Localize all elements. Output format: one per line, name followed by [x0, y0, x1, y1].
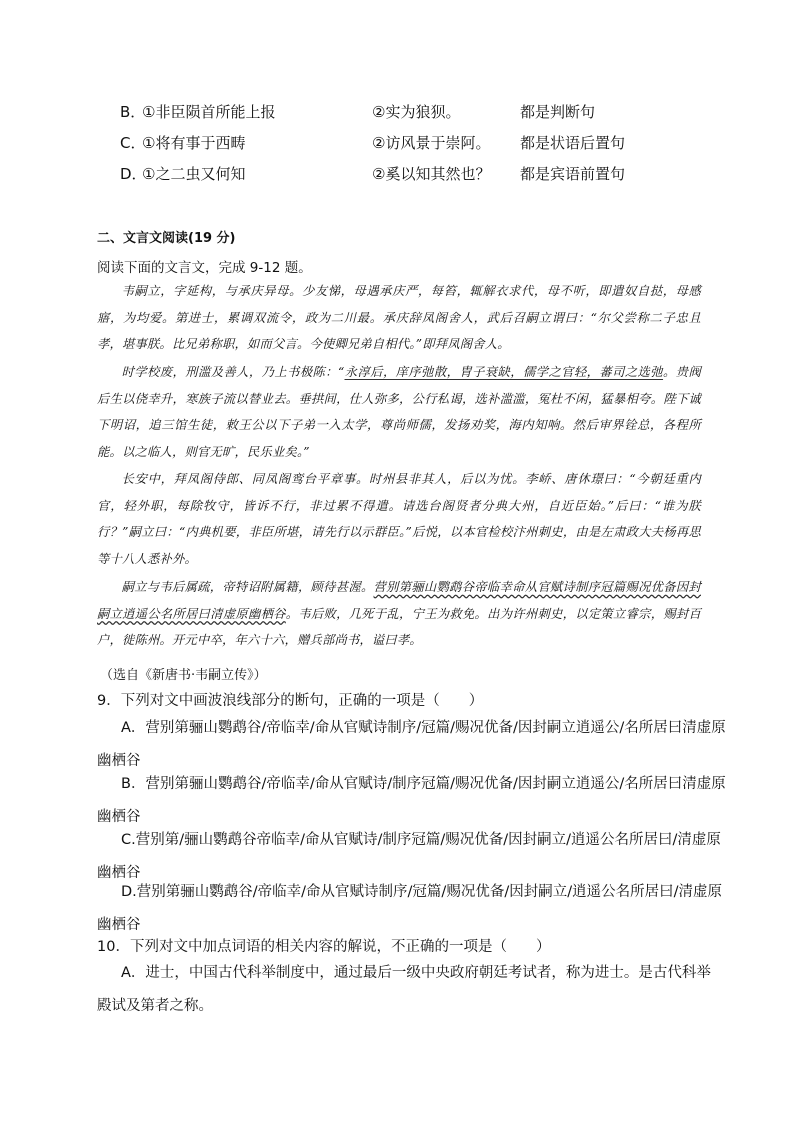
option-sentence-2: ②访风景于崇阿。 — [372, 134, 491, 152]
option-text-continued: 幽栖谷 — [97, 865, 141, 881]
passage-paragraph-1 — [97, 278, 701, 358]
option-label: C． — [120, 134, 146, 152]
option-sentence-1: ①之二虫又何知 — [142, 165, 246, 183]
option-text: A．进士，中国古代科举制度中，通过最后一级中央政府朝廷考试者，称为进士。是古代科举 — [121, 965, 711, 981]
option-label: B． — [120, 103, 146, 121]
paragraph-text: 长安中，拜凤阁侍郎、同凤阁鸾台平章事。时州县非其人，后以为忧。李峤、唐休璟曰：“今朝廷重内官，轻外职，每除牧守，皆诉不行，非过累不得遣。请选台阁贤者分典大州，自近臣始。”后曰：“谁为朕行？”嗣立曰：“内典机要，非臣所堪，请先行以示群臣。”后悦，以本官检校汴州刺史，由是左肃政大夫杨再思等十八人悉补外。 — [97, 472, 701, 566]
option-text-continued: 殿试及第者之称。 — [97, 998, 213, 1014]
question-9-option-d — [97, 876, 722, 942]
option-text: A．营别第骊山鹦鹉谷/帝临幸/命从官赋诗制序/冠篇/赐况优备/因封嗣立逍遥公/名所居曰清虚原 — [121, 720, 726, 736]
passage-paragraph-2 — [97, 359, 701, 465]
section-intro: 阅读下面的文言文，完成 9-12 题。 — [97, 260, 312, 276]
option-sentence-1: ①将有事于西畴 — [142, 134, 246, 152]
option-sentence-2: ②实为狼狈。 — [372, 103, 461, 121]
option-text: D.营别第骊山鹦鹉谷/帝临幸/命从官赋诗制序/冠篇/赐况优备/因封嗣立/逍遥公名所居曰/清虚原 — [121, 884, 722, 900]
option-text: C.营别第/骊山鹦鹉谷帝临幸/命从官赋诗/制序冠篇/赐况优备/因封嗣立/逍遥公名所居曰/清虚原 — [121, 832, 721, 848]
option-sentence-2: ②奚以知其然也？ — [372, 165, 491, 183]
option-label: D． — [120, 165, 147, 183]
paragraph-text: 。韦后败，几死于乱，宁王为救免。出为许州刺史，以定策立睿宗，赐封百户，徙陈州。开元中卒，年六十六，赠兵部尚书，谥曰孝。 — [97, 606, 701, 647]
option-text-continued: 幽栖谷 — [97, 753, 141, 769]
option-text-continued: 幽栖谷 — [97, 917, 141, 933]
question-9-stem: 9．下列对文中画波浪线部分的断句，正确的一项是（ ） — [97, 693, 484, 709]
option-text: B．营别第骊山鹦鹉谷/帝临幸/命从官赋诗/制序冠篇/赐况优备/因封嗣立逍遥公/名所居曰清虚原 — [121, 776, 726, 792]
option-judgement: 都是状语后置句 — [520, 134, 626, 152]
section-title: 二、文言文阅读(19 分) — [97, 231, 236, 246]
paragraph-text: 时学校废，刑滥及善人，乃上书极陈：“ — [121, 365, 345, 379]
option-sentence-1: ①非臣陨首所能上报 — [142, 103, 276, 121]
option-judgement: 都是宾语前置句 — [520, 165, 626, 183]
question-10-stem: 10．下列对文中加点词语的相关内容的解说，不正确的一项是（ ） — [97, 939, 551, 955]
wavy-underlined-text: 营别第骊山鹦鹉谷帝临幸命从官赋诗制序冠篇赐况优备因封嗣立逍遥公名所居曰清虚原幽栖谷 — [97, 580, 701, 621]
paragraph-text: 韦嗣立，字延构，与承庆异母。少友悌，母遇承庆严，每笞，辄解衣求代，母不听，即遣奴自挞，母感寤，为均爱。第进士，累调双流令，政为二川最。承庆辞凤阁舍人，武后召嗣立谓曰：“尔父尝称二子忠且孝，堪事朕。比兄弟称职，如而父言。今使卿兄弟自相代。”即拜凤阁舍人。 — [97, 284, 701, 351]
option-text-continued: 幽栖谷 — [97, 809, 141, 825]
option-judgement: 都是判断句 — [520, 103, 596, 121]
passage-source: （选自《新唐书·韦嗣立传》） — [100, 668, 267, 683]
wavy-underlined-text: 永淳后，庠序弛散，胄子衰缺，儒学之官轻，蕃司之选弛 — [344, 365, 664, 379]
passage-paragraph-3 — [97, 466, 701, 572]
passage-paragraph-4 — [97, 574, 701, 654]
paragraph-text: 嗣立与韦后属疏，帝特诏附属籍，顾待甚渥。 — [121, 580, 374, 594]
paragraph-text: 。贵阀后生以侥幸升，寒族子流以替业去。垂拱间，仕人弥多，公行私谒，选补滥滥，冤杜不闲，猛暴相夸。陛下诚下明诏，追三馆生徒，敕王公以下子弟一入太学，尊尚师儒，发扬劝奖，海内知响。然后审界铨总，各程所能。以之临人，则官无旷，民乐业矣。” — [97, 365, 701, 459]
question-10-option-a — [97, 957, 711, 1023]
